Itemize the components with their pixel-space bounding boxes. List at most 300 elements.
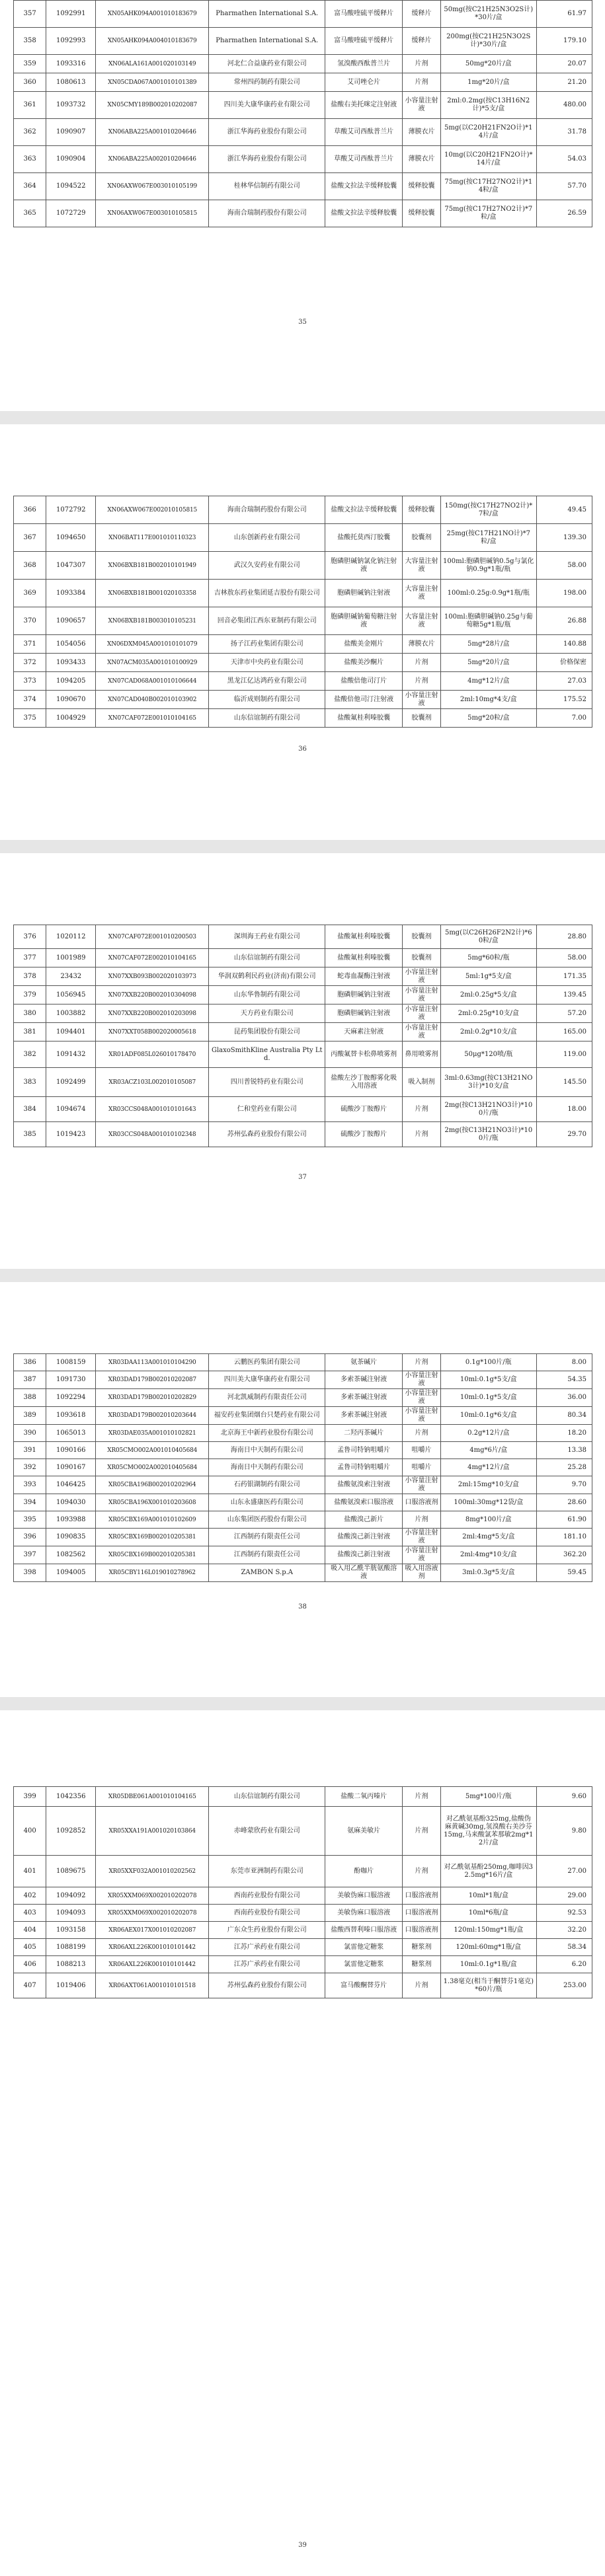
row-company: 深圳海王药业有限公司	[209, 925, 325, 949]
row-drug-name: 草酸艾司西酞普兰片	[325, 146, 403, 173]
row-price: 18.20	[536, 1425, 592, 1442]
row-seq: 390	[14, 1425, 46, 1442]
row-drug-name: 草酸艾司西酞普兰片	[325, 119, 403, 146]
row-code: XR06AXL226K001010101442	[96, 1956, 209, 1973]
row-id: 1090670	[46, 691, 96, 709]
row-id: 1094522	[46, 173, 96, 200]
row-price: 92.53	[536, 1905, 592, 1922]
row-spec: 10ml*6瓶/盒	[440, 1905, 536, 1922]
row-code: XR05XXM069X002010202078	[96, 1887, 209, 1905]
row-spec: 2ml:10mg*4支/盒	[440, 691, 536, 709]
row-dosage-form: 咀嚼片	[403, 1459, 441, 1476]
row-seq: 389	[14, 1407, 46, 1425]
row-code: XN07XXT058B002020005618	[96, 1023, 209, 1042]
row-drug-name: 盐酸西替利嗪口服溶液	[325, 1922, 403, 1939]
row-seq: 367	[14, 524, 46, 552]
row-id: 1093433	[46, 654, 96, 672]
row-company: 武汉久安药业有限公司	[209, 552, 325, 580]
row-drug-name: 胞磷胆碱钠氯化钠注射液	[325, 552, 403, 580]
row-company: 广东众生药业股份有限公司	[209, 1922, 325, 1939]
table-row	[14, 709, 592, 728]
row-id: 1092294	[46, 1389, 96, 1407]
row-code: XN06AXW067E003010105815	[96, 200, 209, 227]
row-id: 1093732	[46, 92, 96, 119]
row-drug-name: 盐酸倍他司汀片	[325, 672, 403, 691]
table-row	[14, 55, 592, 73]
row-id: 1092991	[46, 1, 96, 28]
row-drug-name: 盐酸美金刚片	[325, 635, 403, 654]
row-drug-name: 富马酸酮替芬片	[325, 1973, 403, 1998]
row-dosage-form: 胶囊剂	[403, 925, 441, 949]
row-id: 1090904	[46, 146, 96, 173]
row-seq: 383	[14, 1068, 46, 1097]
table-row	[14, 1425, 592, 1442]
row-spec: 2mg(按C13H21NO3计)*100片/瓶	[440, 1122, 536, 1147]
row-seq: 357	[14, 1, 46, 28]
row-price: 28.60	[536, 1494, 592, 1511]
row-code: XR06AEX017X001010202087	[96, 1922, 209, 1939]
row-seq: 363	[14, 146, 46, 173]
row-code: XR06AXT061A001010101518	[96, 1973, 209, 1998]
row-seq: 364	[14, 173, 46, 200]
row-spec: 10ml:0.1g*5支/盒	[440, 1371, 536, 1389]
row-spec: 50mg*20片/盒	[440, 55, 536, 73]
row-price: 57.20	[536, 1004, 592, 1023]
row-drug-name: 多索茶碱注射液	[325, 1371, 403, 1389]
row-seq: 360	[14, 73, 46, 92]
row-id: 1093384	[46, 580, 96, 607]
row-seq: 361	[14, 92, 46, 119]
row-id: 1092499	[46, 1068, 96, 1097]
row-code: XN07CAF072E001010104165	[96, 709, 209, 728]
row-id: 1089675	[46, 1856, 96, 1887]
row-spec: 100ml:胞磷胆碱钠0.25g与葡萄糖5g*1瓶/瓶	[440, 607, 536, 635]
row-code: XR05CBY116L019010278962	[96, 1564, 209, 1582]
row-dosage-form: 小容量注射液	[403, 1371, 441, 1389]
table-row	[14, 1905, 592, 1922]
row-company: GlaxoSmithKline Australia Pty Ltd.	[209, 1042, 325, 1068]
row-seq: 372	[14, 654, 46, 672]
row-code: XR05XXA191A001020103864	[96, 1807, 209, 1856]
row-company: 海南日中天制药有限公司	[209, 1442, 325, 1459]
row-drug-name: 天麻素注射液	[325, 1023, 403, 1042]
row-spec: 0.2g*12片/盒	[440, 1425, 536, 1442]
row-price: 7.00	[536, 709, 592, 728]
row-id: 1091432	[46, 1042, 96, 1068]
row-drug-name: 硫酸沙丁胺醇片	[325, 1122, 403, 1147]
table-row	[14, 607, 592, 635]
row-drug-name: 盐酸左沙丁胺醇雾化吸入用溶液	[325, 1068, 403, 1097]
row-price: 61.97	[536, 1, 592, 28]
row-company: 云鹏医药集团有限公司	[209, 1354, 325, 1371]
row-drug-name: 盐酸文拉法辛缓释胶囊	[325, 173, 403, 200]
table-row	[14, 1922, 592, 1939]
row-spec: 75mg(按C17H27NO2计)*14粒/盒	[440, 173, 536, 200]
row-company: 海南合瑞制药股份有限公司	[209, 496, 325, 524]
row-price: 139.45	[536, 986, 592, 1004]
row-id: 1094092	[46, 1887, 96, 1905]
row-company: Pharmathen International S.A.	[209, 1, 325, 28]
row-spec: 2mg(按C13H21NO3计)*100片/瓶	[440, 1097, 536, 1122]
row-spec: 4mg*12片/盒	[440, 1459, 536, 1476]
row-drug-name: 氨麻美敏片	[325, 1807, 403, 1856]
row-dosage-form: 小容量注射液	[403, 1023, 441, 1042]
row-company: 赤峰蒙欣药业有限公司	[209, 1807, 325, 1856]
row-price: 31.78	[536, 119, 592, 146]
row-seq: 358	[14, 28, 46, 55]
row-company: 四川普锐特药业有限公司	[209, 1068, 325, 1097]
row-id: 1094650	[46, 524, 96, 552]
row-price: 9.60	[536, 1787, 592, 1807]
row-company: 西南药业股份有限公司	[209, 1905, 325, 1922]
table-row	[14, 28, 592, 55]
row-spec: 8mg*100片/盒	[440, 1511, 536, 1529]
row-price: 9.80	[536, 1807, 592, 1856]
row-company: Pharmathen International S.A.	[209, 28, 325, 55]
row-id: 1093316	[46, 55, 96, 73]
row-drug-name: 氯雷他定糖浆	[325, 1939, 403, 1956]
row-drug-name: 多索茶碱注射液	[325, 1407, 403, 1425]
row-company: 黑龙江亿达鸿药业有限公司	[209, 672, 325, 691]
row-dosage-form: 小容量注射液	[403, 1529, 441, 1546]
row-code: XN07CAD040B002010103902	[96, 691, 209, 709]
row-company: 昆药集团股份有限公司	[209, 1023, 325, 1042]
row-id: 1056945	[46, 986, 96, 1004]
table-row	[14, 552, 592, 580]
row-id: 1088199	[46, 1939, 96, 1956]
row-id: 1094030	[46, 1494, 96, 1511]
row-drug-name: 美敏伪麻口服溶液	[325, 1905, 403, 1922]
row-drug-name: 美敏伪麻口服溶液	[325, 1887, 403, 1905]
row-code: XR03CCS048A001010102348	[96, 1122, 209, 1147]
row-code: XN06BXB181B003010105231	[96, 607, 209, 635]
table-row	[14, 580, 592, 607]
row-spec: 100ml:胞磷胆碱钠0.5g与氯化钠0.9g*1瓶/瓶	[440, 552, 536, 580]
row-seq: 399	[14, 1787, 46, 1807]
row-seq: 395	[14, 1511, 46, 1529]
row-code: XR03CCS048A001010101643	[96, 1097, 209, 1122]
row-drug-name: 二羟丙茶碱片	[325, 1425, 403, 1442]
row-seq: 378	[14, 967, 46, 986]
row-id: 1090835	[46, 1529, 96, 1546]
row-price: 54.03	[536, 146, 592, 173]
table-row	[14, 986, 592, 1004]
row-id: 1065013	[46, 1425, 96, 1442]
row-spec: 2ml:15mg*10支/盒	[440, 1476, 536, 1494]
row-id: 1019406	[46, 1973, 96, 1998]
row-code: XR05CMO002A002010405684	[96, 1459, 209, 1476]
row-spec: 2ml:0.25g*10支/盒	[440, 1004, 536, 1023]
row-id: 1088213	[46, 1956, 96, 1973]
row-spec: 3ml:0.63mg(按C13H21NO3计)*10支/盒	[440, 1068, 536, 1097]
row-dosage-form: 薄膜衣片	[403, 146, 441, 173]
row-seq: 374	[14, 691, 46, 709]
row-spec: 对乙酰氨基酚325mg,盐酸伪麻黄碱30mg,氢溴酸右美沙芬15mg,马来酸氯苯那敏2mg*12片/盒	[440, 1807, 536, 1856]
row-drug-name: 氯雷他定糖浆	[325, 1956, 403, 1973]
row-drug-name: 盐酸氨溴索口服溶液	[325, 1494, 403, 1511]
table-row	[14, 1546, 592, 1564]
row-company: 海南合瑞制药股份有限公司	[209, 200, 325, 227]
row-id: 1093158	[46, 1922, 96, 1939]
document-page	[0, 1710, 605, 2576]
row-company: 回音必集团江西东亚制药有限公司	[209, 607, 325, 635]
row-spec: 50mg(按C21H25N3O2S计)*30片/盒	[440, 1, 536, 28]
row-dosage-form: 口服溶液剂	[403, 1905, 441, 1922]
row-id: 1042356	[46, 1787, 96, 1807]
row-id: 1092852	[46, 1807, 96, 1856]
row-seq: 382	[14, 1042, 46, 1068]
row-company: 山东创新药业有限公司	[209, 524, 325, 552]
table-row	[14, 1856, 592, 1887]
row-company: 海南日中天制药有限公司	[209, 1459, 325, 1476]
row-dosage-form: 片剂	[403, 55, 441, 73]
page-number: 36	[298, 745, 307, 753]
row-seq: 392	[14, 1459, 46, 1476]
row-dosage-form: 缓释胶囊	[403, 173, 441, 200]
row-drug-name: 盐酸溴己新注射液	[325, 1546, 403, 1564]
row-spec: 10ml:0.1g*6支/盒	[440, 1407, 536, 1425]
row-seq: 366	[14, 496, 46, 524]
table-row	[14, 691, 592, 709]
row-code: XN06AXW067E003010105199	[96, 173, 209, 200]
row-spec: 5mg*100片/瓶	[440, 1787, 536, 1807]
table-row	[14, 92, 592, 119]
row-seq: 373	[14, 672, 46, 691]
row-id: 1072729	[46, 200, 96, 227]
row-company: 苏州弘森药业股份有限公司	[209, 1122, 325, 1147]
row-drug-name: 盐酸溴己新注射液	[325, 1529, 403, 1546]
row-price: 36.00	[536, 1389, 592, 1407]
row-spec: 50μg*120喷/瓶	[440, 1042, 536, 1068]
row-spec: 150mg(按C17H27NO2计)*7粒/盒	[440, 496, 536, 524]
row-spec: 1mg*20片/盒	[440, 73, 536, 92]
row-price: 26.59	[536, 200, 592, 227]
row-company: 西南药业股份有限公司	[209, 1887, 325, 1905]
row-dosage-form: 片剂	[403, 1511, 441, 1529]
row-company: 浙江华海药业股份有限公司	[209, 146, 325, 173]
row-dosage-form: 口服溶液剂	[403, 1887, 441, 1905]
table-row	[14, 1956, 592, 1973]
table-row	[14, 1887, 592, 1905]
row-company: 山东集团医药股份有限公司	[209, 1511, 325, 1529]
row-company: 山东信谊制药有限公司	[209, 709, 325, 728]
row-price: 28.80	[536, 925, 592, 949]
row-company: 山东华鲁制药有限公司	[209, 986, 325, 1004]
row-price: 362.20	[536, 1546, 592, 1564]
row-dosage-form: 小容量注射液	[403, 1004, 441, 1023]
table-row	[14, 1097, 592, 1122]
table-row	[14, 1973, 592, 1998]
row-code: XR05CBX169B002010205381	[96, 1529, 209, 1546]
row-code: XR03DAD179B002010202829	[96, 1389, 209, 1407]
row-code: XR05CBX169A001010102609	[96, 1511, 209, 1529]
row-seq: 381	[14, 1023, 46, 1042]
table-row	[14, 654, 592, 672]
row-drug-name: 胞磷胆碱钠葡萄糖注射液	[325, 607, 403, 635]
row-code: XR05XXM069X002010202078	[96, 1905, 209, 1922]
row-id: 23432	[46, 967, 96, 986]
row-company: 河北仁合益康药业有限公司	[209, 55, 325, 73]
row-company: 四川美大康华康药业有限公司	[209, 1371, 325, 1389]
row-price: 18.00	[536, 1097, 592, 1122]
row-drug-name: 盐酸美沙酮片	[325, 654, 403, 672]
row-code: XR03DAD179B002010202087	[96, 1371, 209, 1389]
row-company: 山东信谊制药有限公司	[209, 949, 325, 967]
row-seq: 400	[14, 1807, 46, 1856]
row-dosage-form: 吸入制剂	[403, 1068, 441, 1097]
table-row	[14, 1004, 592, 1023]
row-seq: 401	[14, 1856, 46, 1887]
row-seq: 397	[14, 1546, 46, 1564]
row-company: 华润双鹤利民药业(济南)有限公司	[209, 967, 325, 986]
row-seq: 371	[14, 635, 46, 654]
row-drug-name: 盐酸氟桂利嗪胶囊	[325, 709, 403, 728]
row-id: 1093618	[46, 1407, 96, 1425]
document-page	[0, 853, 605, 1269]
row-company: 桂林华信制药有限公司	[209, 173, 325, 200]
row-code: XN05AHK094A004010183679	[96, 28, 209, 55]
row-price: 198.00	[536, 580, 592, 607]
row-dosage-form: 小容量注射液	[403, 92, 441, 119]
page-number: 38	[298, 1603, 307, 1610]
row-dosage-form: 咀嚼片	[403, 1442, 441, 1459]
row-price: 145.50	[536, 1068, 592, 1097]
row-dosage-form: 片剂	[403, 672, 441, 691]
row-code: XN07CAF072E002010104165	[96, 949, 209, 967]
row-dosage-form: 片剂	[403, 654, 441, 672]
row-company: 苏州弘森药业股份有限公司	[209, 1973, 325, 1998]
row-seq: 396	[14, 1529, 46, 1546]
row-drug-name: 孟鲁司特钠咀嚼片	[325, 1442, 403, 1459]
row-company: 北京海王中新药业股份有限公司	[209, 1425, 325, 1442]
row-price: 179.10	[536, 28, 592, 55]
row-drug-name: 吸入用乙酰半胱氨酸溶液	[325, 1564, 403, 1582]
row-dosage-form: 糖浆剂	[403, 1956, 441, 1973]
row-price: 59.45	[536, 1564, 592, 1582]
row-code: XN06ABA225A001010204646	[96, 119, 209, 146]
row-price: 58.00	[536, 552, 592, 580]
row-code: XR06AXL226K001010101442	[96, 1939, 209, 1956]
row-seq: 359	[14, 55, 46, 73]
row-dosage-form: 缓释片	[403, 1, 441, 28]
row-price: 27.03	[536, 672, 592, 691]
row-code: XR05CBA196X001010203608	[96, 1494, 209, 1511]
table-row	[14, 200, 592, 227]
row-seq: 368	[14, 552, 46, 580]
row-price: 171.35	[536, 967, 592, 986]
row-seq: 391	[14, 1442, 46, 1459]
row-code: XN05CMY189B002010202087	[96, 92, 209, 119]
row-dosage-form: 缓释胶囊	[403, 200, 441, 227]
row-company: 河北凯威制药有限责任公司	[209, 1389, 325, 1407]
row-seq: 362	[14, 119, 46, 146]
row-seq: 405	[14, 1939, 46, 1956]
row-company: 石药银湖制药有限公司	[209, 1476, 325, 1494]
row-code: XR03DAA113A001010104290	[96, 1354, 209, 1371]
row-drug-name: 氨茶碱片	[325, 1354, 403, 1371]
row-price: 25.28	[536, 1459, 592, 1476]
row-id: 1008159	[46, 1354, 96, 1371]
row-company: 福安药业集团烟台只楚药业有限公司	[209, 1407, 325, 1425]
row-seq: 377	[14, 949, 46, 967]
row-code: XR05XXF032A001010202562	[96, 1856, 209, 1887]
row-price: 175.52	[536, 691, 592, 709]
table-row	[14, 1068, 592, 1097]
row-spec: 对乙酰氨基酚250mg,咖啡因32.5mg*16片/盒	[440, 1856, 536, 1887]
row-price: 26.88	[536, 607, 592, 635]
row-dosage-form: 小容量注射液	[403, 1389, 441, 1407]
row-seq: 375	[14, 709, 46, 728]
row-spec: 5mg(以C20H21FN2O计)*14片/盒	[440, 119, 536, 146]
row-drug-name: 盐酸右美托咪定注射液	[325, 92, 403, 119]
row-company: 扬子江药业集团有限公司	[209, 635, 325, 654]
table-row	[14, 119, 592, 146]
row-code: XN07XXB093B002020103973	[96, 967, 209, 986]
row-dosage-form: 片剂	[403, 1787, 441, 1807]
row-dosage-form: 小容量注射液	[403, 967, 441, 986]
row-company: 山东信谊制药有限公司	[209, 1787, 325, 1807]
row-id: 1047307	[46, 552, 96, 580]
row-price: 13.38	[536, 1442, 592, 1459]
row-price: 21.20	[536, 73, 592, 92]
row-id: 1090907	[46, 119, 96, 146]
row-code: XR03ACZ103L002010105087	[96, 1068, 209, 1097]
row-dosage-form: 片剂	[403, 1973, 441, 1998]
row-code: XR03DAE035A001010102821	[96, 1425, 209, 1442]
row-dosage-form: 小容量注射液	[403, 1476, 441, 1494]
row-seq: 393	[14, 1476, 46, 1494]
row-spec: 10ml:0.1g*5支/盒	[440, 1389, 536, 1407]
row-dosage-form: 小容量注射液	[403, 691, 441, 709]
row-code: XN06BAT117E001010110323	[96, 524, 209, 552]
row-price: 54.35	[536, 1371, 592, 1389]
row-code: XN05CDA067A001010101389	[96, 73, 209, 92]
row-spec: 5mg*28片/盒	[440, 635, 536, 654]
row-company: 江苏广承药业有限公司	[209, 1939, 325, 1956]
row-price: 6.20	[536, 1956, 592, 1973]
row-seq: 407	[14, 1973, 46, 1998]
row-dosage-form: 薄膜衣片	[403, 119, 441, 146]
row-company: 四川美大康华康药业有限公司	[209, 92, 325, 119]
row-seq: 394	[14, 1494, 46, 1511]
row-seq: 403	[14, 1905, 46, 1922]
table-row	[14, 1939, 592, 1956]
row-code: XN05AHK094A001010183679	[96, 1, 209, 28]
row-price: 20.07	[536, 55, 592, 73]
row-dosage-form: 小容量注射液	[403, 986, 441, 1004]
row-company: 江苏广承药业有限公司	[209, 1956, 325, 1973]
row-drug-name: 富马酸喹硫平缓释片	[325, 28, 403, 55]
row-price: 58.00	[536, 949, 592, 967]
row-spec: 4mg*6片/盒	[440, 1442, 536, 1459]
row-drug-name: 盐酸文拉法辛缓释胶囊	[325, 200, 403, 227]
page-number: 39	[298, 2542, 307, 2549]
row-dosage-form: 鼻用喷雾剂	[403, 1042, 441, 1068]
row-code: XR05CMO002A001010405684	[96, 1442, 209, 1459]
row-spec: 5mg*20片/盒	[440, 654, 536, 672]
row-dosage-form: 大容量注射液	[403, 607, 441, 635]
row-spec: 5mg*20粒/盒	[440, 709, 536, 728]
row-code: XR05DBE061A001010104165	[96, 1787, 209, 1807]
row-drug-name: 酚咖片	[325, 1856, 403, 1887]
row-seq: 388	[14, 1389, 46, 1407]
row-dosage-form: 口服溶液剂	[403, 1922, 441, 1939]
table-row	[14, 1511, 592, 1529]
row-drug-name: 硫酸沙丁胺醇片	[325, 1097, 403, 1122]
row-price: 49.45	[536, 496, 592, 524]
row-price: 8.00	[536, 1354, 592, 1371]
row-price: 9.70	[536, 1476, 592, 1494]
